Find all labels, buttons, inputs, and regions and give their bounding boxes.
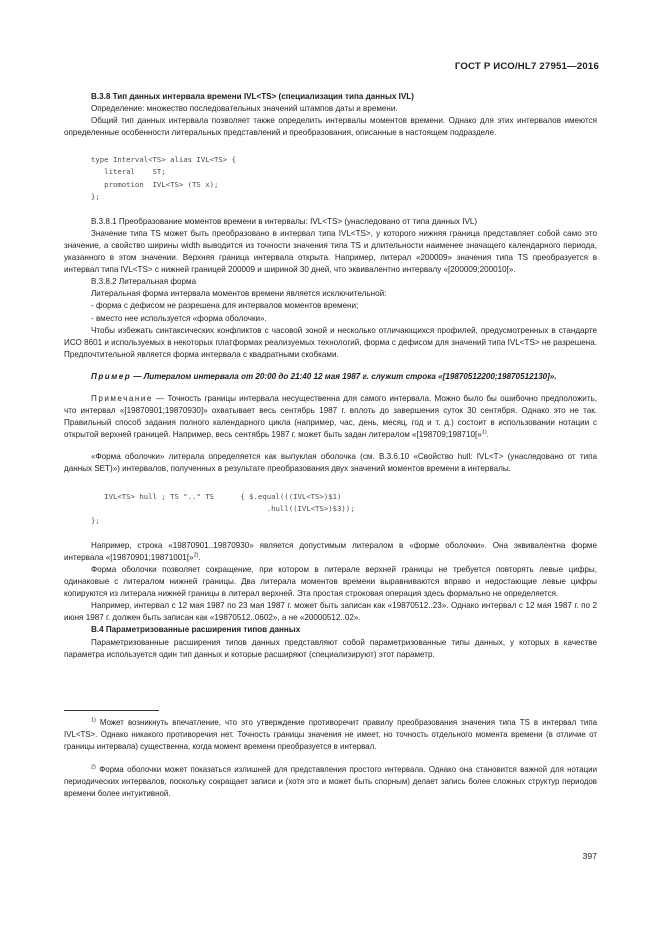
footnote-1: $^{1)}$ Может возникнуть впечатление, что это утверждение противоречит правилу преобразования значения типа TS в интервал типа IVL<TS>. Однако никакого противоречия нет. Точность границы значения не имеет, но точность отдельного момента времени (в отличие от границы интервала) существенна, когда момент времени преобразуется в интервал. [64, 717, 597, 751]
document-body [64, 91, 597, 800]
section-title-b381: В.3.8.1 Преобразование моментов времени в интервалы: IVL<TS> (унаследовано от типа данных IVL) [91, 216, 478, 226]
standard-header: ГОСТ Р ИСО/HL7 27951—2016 [454, 61, 599, 72]
note-text: — Точность границы интервала несущественна для самого интервала. Можно было бы ошибочно предположить, что интервал «[19870901;19870930]» охватывает весь сентябрь 1987 г. вплоть до завершения суток 30 сентября. Однако это не так. Правильный способ задания полного календарного цикла (например, час, день, месяц, год и т. д.) состоит в использовании нотации с открытой верхней границей. Например, весь сентябрь 1987 г. может быть задан литералом «[198709;198710[» [64, 393, 597, 440]
code-line: promotion IVL<TS> (TS x); [91, 179, 219, 189]
code-line: IVL<TS> hull ; TS ".." TS { $.equal(((IVL<TS>)$1) [91, 491, 342, 501]
paragraph: Параметризованные расширения типов данных представляют собой параметризованные типы данных, у которых в качестве параметра используется один тип данных и которые расширяют (специализируют) этот параметр. [64, 637, 597, 659]
footnote-ref: 2) [193, 552, 199, 559]
list-item: - вместо нее используется «форма оболочки». [91, 313, 267, 323]
list-item: - форма с дефисом не разрешена для интервалов моментов времени; [91, 301, 359, 311]
paragraph: Литеральная форма интервала моментов времени является исключительной: [91, 289, 387, 299]
code-line: }; [91, 191, 100, 201]
footnote-number: 2) [91, 764, 96, 771]
code-line: type Interval<TS> alias IVL<TS> { [91, 155, 236, 165]
footnote-divider [64, 710, 159, 711]
paragraph: Форма оболочки позволяет сокращение, при котором в литерале верхней границы не требуется повторять левые цифры, одинаковые с литералом нижней границы. Два литерала моментов времени выравниваются вправо и недостающие левые цифры копируются из литерала нижней границы в литерал верхней. Эта простая строковая операция здесь формально не определяется. [64, 565, 597, 599]
paragraph: Чтобы избежать синтаксических конфликтов с часовой зоной и несколько отличающихся профилей, предусмотренных в стандарте ИСО 8601 и используемых в некоторых платформах реализуемых технологий, форма с дефисом для значений типа IVL<TS> не разрешена. Предпочтительной является форма интервала с квадратными скобками. [64, 325, 597, 359]
section-title-b4: В.4 Параметризованные расширения типов данных [91, 625, 301, 635]
example-label: Пример [91, 371, 132, 381]
note-paragraph: Примечание — Точность границы интервала несущественна для самого интервала. Можно было бы ошибочно предположить, что интервал «[19870901;19870930]» охватывает весь сентябрь 1987 г. вплоть до завершения суток 30 сентября. Однако это не так. Правильный способ задания полного календарного цикла (например, час, день, месяц, год и т. д.) состоит в использовании нотации с открытой верхней границей. Например, весь сентябрь 1987 г. может быть задан литералом «[198709;198710[»$^{1)}$. [64, 393, 597, 440]
paragraph: Общий тип данных интервала позволяет также определить интервалы моментов времени. Однако для этих интервалов имеются определенные особенности литеральных представлений и преобразования, описанные в настоящем подразделе. [64, 116, 597, 138]
code-block-interval [64, 154, 597, 202]
code-line: .hull((IVL<TS>)$3)); [91, 503, 359, 513]
note-label: Примечание [91, 393, 153, 403]
page-number: 397 [582, 851, 597, 861]
footnote-ref: 1) [481, 429, 487, 436]
paragraph: Например, строка «19870901..19870930» является допустимым литералом в «форме оболочки». Она эквивалентна форме интервала «[19870901;19871001[»$^{2)}$. [64, 540, 597, 562]
code-line: literal ST; [91, 167, 166, 177]
footnote-2: $^{2)}$ Форма оболочки может показаться излишней для представления простого интервала. Однако она становится важной для нотации периодических интервалов, поскольку сокращает записи и (хотя это и может быть спорным) делает запись более сложных структур периодов времени более интуитивной. [64, 764, 597, 798]
example-text: — Литералом интервала от 20:00 до 21:40 12 мая 1987 г. служит строка «[19870512200;19870512130]». [131, 371, 557, 381]
footnote-number: 1) [91, 717, 96, 724]
example-paragraph [64, 371, 597, 383]
section-title-b382: В.3.8.2 Литеральная форма [91, 277, 197, 287]
paragraph: Значение типа TS может быть преобразовано в интервал типа IVL<TS>, у которого нижняя граница представляет собой само это значение, а свойство ширины width выводится из точности значения типа TS и длительности наименее значащего календарного периода, указанного в этом значении. Верхняя граница интервала открыта. Например, литерал «200009» значения типа TS преобразуется в интервал типа IVL<TS> с нижней границей 200009 и шириной 30 дней, что эквивалентно интервалу «[200009;200010[». [64, 228, 597, 275]
paragraph: «Форма оболочки» литерала определяется как выпуклая оболочка (см. В.3.6.10 «Свойство hull: IVL<T> (унаследовано от типа данных SET)») интервалов, полученных в результате преобразования двух значений моментов времени в интервалы. [64, 452, 597, 474]
paragraph: Например, интервал с 12 мая 1987 по 23 мая 1987 г. может быть записан как «19870512..23». Однако интервал с 12 мая 1987 г. по 2 июня 1987 г. должен быть записан как «19870512..0602», а не «20000512..02». [64, 601, 597, 623]
code-line: }; [91, 515, 100, 525]
definition-paragraph: Определение: множество последовательных значений штампов даты и времени. [91, 104, 398, 114]
code-block-hull [64, 491, 597, 527]
section-title-b38: В.3.8 Тип данных интервала времени IVL<TS> (специализация типа данных IVL) [91, 92, 414, 101]
